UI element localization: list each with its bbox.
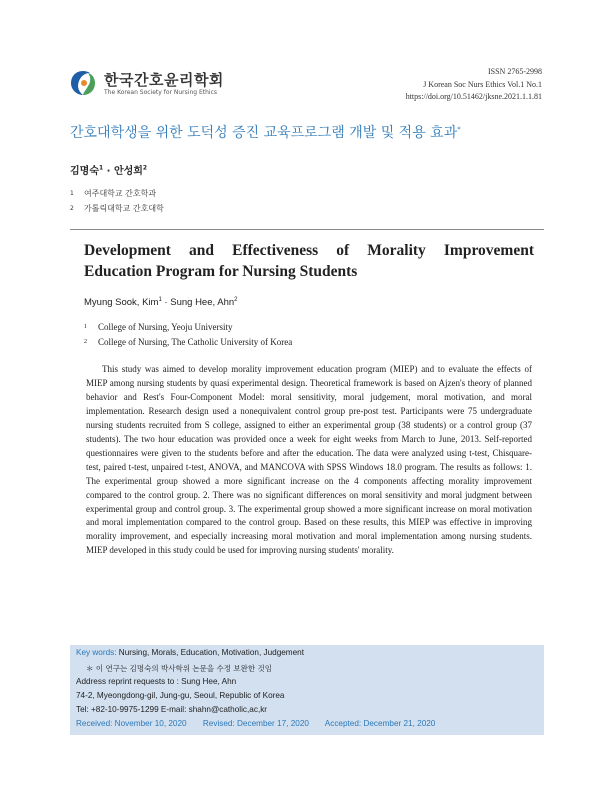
korean-affiliation-1 [70, 186, 164, 201]
english-author-2-sup: 2 [234, 297, 238, 303]
english-affiliation-2 [84, 335, 292, 350]
affiliation-number: 2 [70, 205, 74, 212]
revised-date: Revised: December 17, 2020 [202, 719, 309, 728]
korean-affiliation-2 [70, 201, 164, 216]
english-affiliation-1 [84, 320, 292, 335]
journal-citation: J Korean Soc Nurs Ethics Vol.1 No.1 [423, 79, 542, 89]
korean-author-1: 김명숙 [70, 166, 99, 177]
korean-affiliations [70, 186, 164, 216]
contact-info[interactable]: Tel: +82-10-9975-1299 E-mail: shahn@catholic,ac,kr [76, 705, 268, 714]
korean-author-1-sup: 1 [98, 164, 104, 172]
reprint-request: Address reprint requests to : Sung Hee, Ahn [76, 677, 237, 686]
english-authors [84, 297, 238, 308]
keywords-line [76, 648, 304, 657]
english-affiliations [84, 320, 292, 350]
affiliation-number: 1 [84, 324, 87, 330]
english-author-1: Myung Sook, Kim [84, 297, 159, 309]
doi-link[interactable]: https://doi.org/10.51462/jksne.2021.1.1.81 [405, 92, 542, 101]
affiliation-text: 가톨릭대학교 간호대학 [84, 204, 164, 213]
author-separator: · [103, 166, 114, 177]
korean-title-mark: * [457, 125, 461, 134]
accepted-date: Accepted: December 21, 2020 [324, 719, 436, 728]
abstract: This study was aimed to develop morality improvement education program (MIEP) and to evaluate the effects of MIEP among nursing students by quasi experimental design. Theoretical framework is based on Ajzen's theory of planned behavior and Rest's Four-Component Model: moral sensitivity, moral judgement, moral motivation, and moral implementation. Research design used a nonequivalent control group pre-post test. Participants were 75 undergraduate nursing students recruited from S college, assigned to either an experimental group (38 students) or a control group (37 students). The two hour education was provided once a week for eight weeks from March to June, 2013. Self-reported questionnaires were given to the students before and after the education. The data were analyzed using t-test, Chisquare-test, paired t-test, unpaired t-test, ANOVA, and MANCOVA with SPSS Windows 18.0 program. The results as follows: 1. The experimental group showed a more significant increase on the 4 components affecting morality improvement compared to the control group. 2. There was no significant differences on moral sensitivity and moral judgment between experimental group and control group. 3. The experimental group showed a more significant increase on moral motivation and moral implementation compared to the control group. Based on these results, this MIEP was effective in improving morality improvement, and especially increasing moral motivation and moral implementation among nursing students. MIEP developed in this study could be used for improving nursing students' morality. [86, 364, 532, 556]
korean-authors [70, 162, 147, 177]
correspondence-address: 74-2, Myeongdong-gil, Jung-gu, Seoul, Republic of Korea [76, 691, 285, 700]
korean-title-text: 간호대학생을 위한 도덕성 증진 교육프로그램 개발 및 적용 효과 [70, 125, 458, 141]
keywords: Nursing, Morals, Education, Motivation, Judgement [118, 648, 304, 657]
english-author-2: Sung Hee, Ahn [170, 297, 235, 309]
korean-author-2-sup: 2 [142, 164, 148, 172]
dates-line [76, 719, 449, 728]
affiliation-number: 2 [84, 339, 87, 345]
section-divider [70, 229, 544, 230]
english-author-1-sup: 1 [158, 297, 162, 303]
issn: ISSN 2765-2998 [487, 67, 542, 76]
journal-info [406, 66, 542, 104]
society-name: 한국간호윤리학회 [104, 71, 224, 89]
english-title: Development and Effectiveness of Morality Improvement Education Program for Nursing Students [84, 242, 534, 280]
footnote: ＊ 이 연구는 김명숙의 박사학위 논문을 수정 보완한 것임 [86, 664, 272, 673]
affiliation-text: College of Nursing, Yeoju University [98, 322, 233, 332]
korean-title [70, 122, 461, 142]
author-separator: · [161, 297, 171, 309]
footer-box [70, 645, 544, 735]
society-subtitle: The Korean Society for Nursing Ethics [104, 89, 217, 96]
korean-author-2: 안성희 [113, 166, 143, 177]
society-logo [68, 66, 238, 102]
society-emblem-icon [68, 68, 98, 98]
affiliation-number: 1 [70, 190, 74, 197]
affiliation-text: College of Nursing, The Catholic University of Korea [98, 337, 293, 347]
affiliation-text: 여주대학교 간호학과 [84, 189, 157, 198]
received-date: Received: November 10, 2020 [76, 719, 187, 728]
keywords-label: Key words: [76, 648, 117, 657]
